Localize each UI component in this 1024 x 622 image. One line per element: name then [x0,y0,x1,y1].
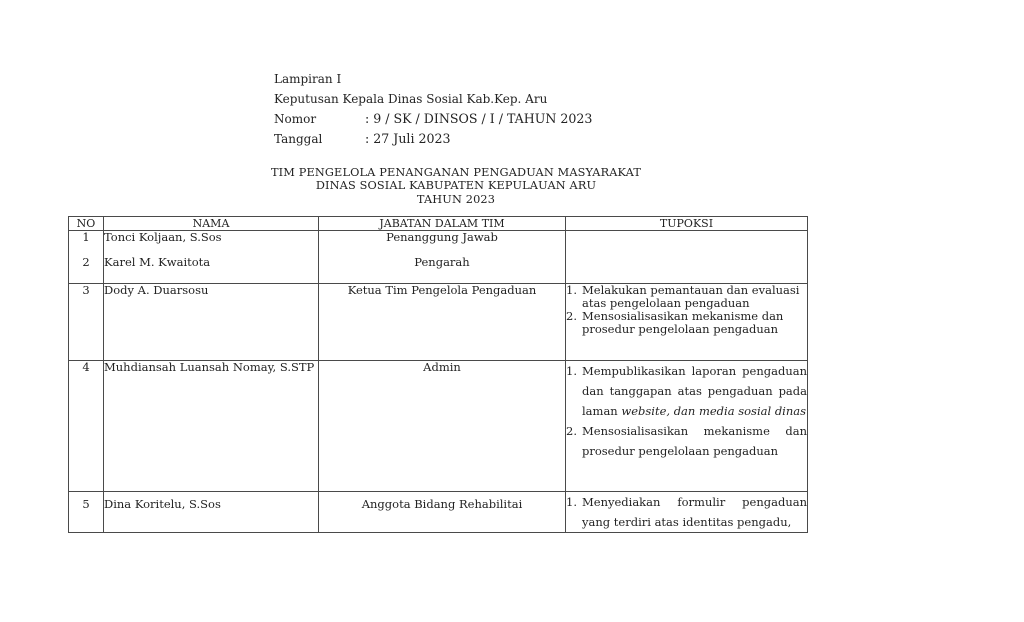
tupoksi-item [566,421,807,461]
no-cell [69,231,104,284]
nama-cell [104,361,319,492]
header-no: NO [69,217,104,231]
member-role: Ketua Tim Pengelola Pengaduan [347,283,537,297]
nama-cell [104,231,319,284]
member-name: Karel M. Kwaitota [104,254,211,269]
lampiran-block [274,69,592,149]
nomor-row [274,109,592,129]
row-number: 2 [82,254,90,269]
nama-cell [104,284,319,361]
tupoksi-cell [566,284,808,361]
row-number: 5 [82,497,90,511]
item-number: 1. [566,495,577,509]
item-text: Menyediakan formulir pengaduan yang terdiri atas identitas pengadu, [582,495,807,529]
header-tupoksi: TUPOKSI [566,217,808,231]
no-cell [69,284,104,361]
row-number: 4 [82,360,90,374]
title-line-2: DINAS SOSIAL KABUPATEN KEPULAUAN ARU [315,179,597,193]
item-text: Mensosialisasikan mekanisme dan prosedur pengelolaan pengaduan [582,424,807,458]
item-number: 1. [566,283,577,297]
jabatan-cell [319,361,566,492]
item-number: 2. [566,424,577,438]
member-name: Dina Koritelu, S.Sos [104,497,221,511]
decree-line: Keputusan Kepala Dinas Sosial Kab.Kep. Aru [274,92,548,106]
header-jabatan: JABATAN DALAM TIM [319,217,566,231]
table-row [69,361,808,492]
tupoksi-item [566,310,807,336]
member-role: Penanggung Jawab [386,230,498,244]
member-name: Dody A. Duarsosu [104,283,209,297]
row-number: 1 [82,230,90,244]
tanggal-label: Tanggal [274,132,323,146]
item-text: Mempublikasikan laporan pengaduan dan tanggapan atas pengaduan pada laman website, dan media sosial dinas [582,364,807,418]
no-cell [69,492,104,533]
table-header-row [69,217,808,231]
nomor-value: : 9 / SK / DINSOS / I / TAHUN 2023 [365,111,593,126]
tupoksi-cell [566,231,808,284]
tupoksi-item [566,492,807,532]
title-line-3: TAHUN 2023 [416,192,496,206]
document-title [106,166,806,206]
no-cell [69,361,104,492]
row-number: 3 [82,283,90,297]
lampiran-line: Lampiran I [274,72,342,86]
item-number: 2. [566,309,577,323]
tupoksi-item [566,284,807,310]
tupoksi-item [566,361,807,421]
member-name: Tonci Koljaan, S.Sos [104,230,222,244]
table-row [69,231,808,284]
item-text: Melakukan pemantauan dan evaluasi atas pengelolaan pengaduan [582,283,800,310]
tanggal-row [274,129,592,149]
italic-text: website, dan media sosial dinas [621,404,807,418]
jabatan-cell [319,231,566,284]
member-name: Muhdiansah Luansah Nomay, S.STP [104,360,315,374]
item-number: 1. [566,364,577,378]
tupoksi-cell [566,492,808,533]
member-role: Anggota Bidang Rehabilitai [361,497,523,511]
item-text: Mensosialisasikan mekanisme dan prosedur pengelolaan pengaduan [582,309,784,336]
title-line-1: TIM PENGELOLA PENANGANAN PENGADUAN MASYARAKAT [270,166,642,179]
jabatan-cell [319,284,566,361]
team-table [68,216,808,533]
tupoksi-cell [566,361,808,492]
member-role: Admin [423,360,461,374]
nama-cell [104,492,319,533]
jabatan-cell [319,492,566,533]
member-role: Pengarah [414,254,470,269]
table-row [69,492,808,533]
tanggal-value: : 27 Juli 2023 [365,131,451,146]
table-row [69,284,808,361]
header-nama: NAMA [104,217,319,231]
nomor-label: Nomor [274,112,317,126]
